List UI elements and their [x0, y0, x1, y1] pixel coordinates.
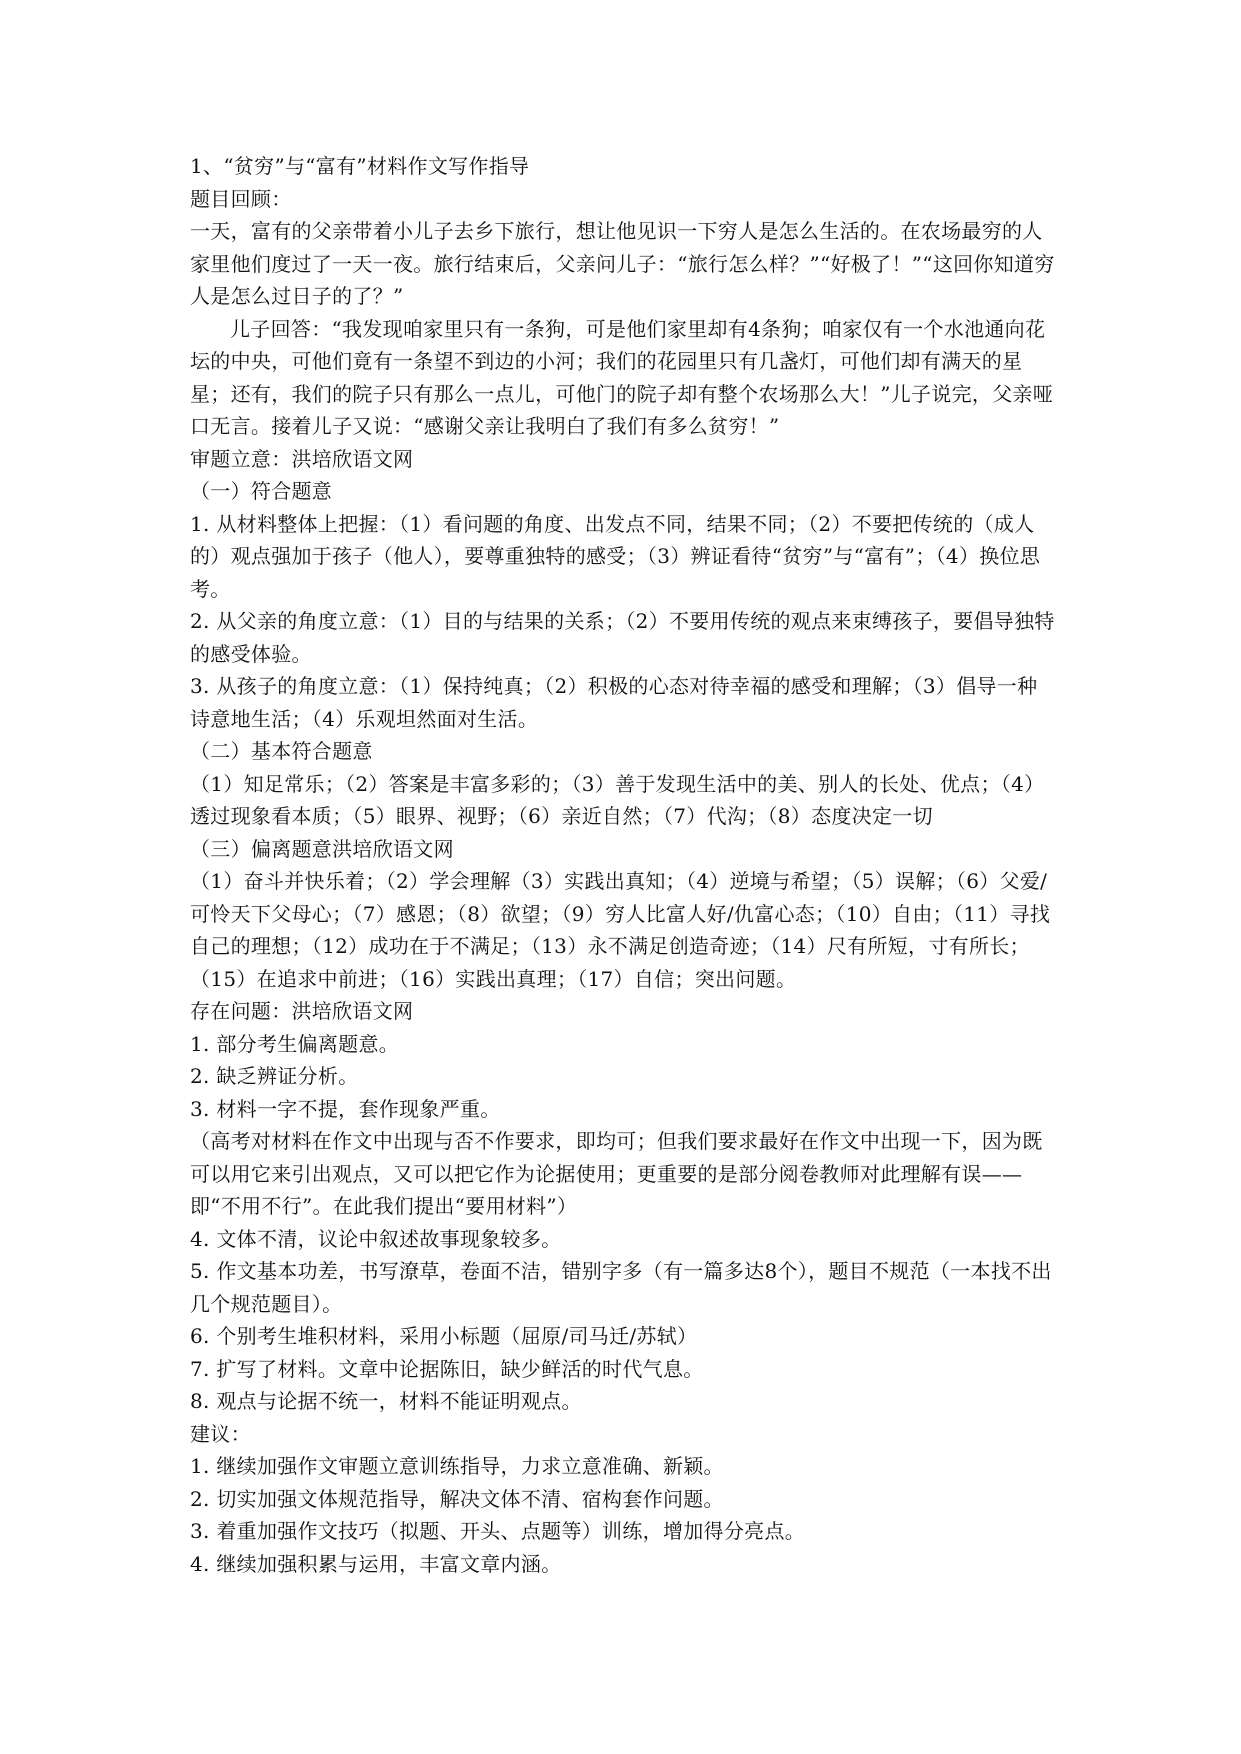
- review-heading: 题目回顾：: [190, 186, 292, 211]
- section1-item: 1. 从材料整体上把握：（1）看问题的角度、出发点不同，结果不同；（2）不要把传统的（成人的）观点强加于孩子（他人），要尊重独特的感受；（3）辨证看待“贫穷”与“富有”；（4）换位思考。: [190, 511, 1041, 601]
- section1-item: 3. 从孩子的角度立意：（1）保持纯真；（2）积极的心态对待幸福的感受和理解；（3）倡导一种诗意地生活；（4）乐观坦然面对生活。: [190, 674, 1038, 731]
- suggest-item: 3. 着重加强作文技巧（拟题、开头、点题等）训练，增加得分亮点。: [190, 1519, 806, 1543]
- suggest-item: 4. 继续加强积累与运用，丰富文章内涵。: [190, 1551, 562, 1576]
- analysis-heading: 审题立意：洪培欣语文网: [190, 446, 414, 471]
- document-body: [190, 150, 1056, 1580]
- problem-item: 1. 部分考生偏离题意。: [190, 1031, 400, 1056]
- problem-item: 3. 材料一字不提，套作现象严重。: [190, 1096, 501, 1121]
- section2-heading: （二）基本符合题意: [190, 739, 373, 763]
- problem-item: 7. 扩写了材料。文章中论据陈旧，缺少鲜活的时代气息。: [190, 1356, 704, 1381]
- section1-heading: （一）符合题意: [190, 479, 333, 503]
- problem-item: 2. 缺乏辨证分析。: [190, 1064, 359, 1088]
- problem-item: 8. 观点与论据不统一，材料不能证明观点。: [190, 1389, 582, 1413]
- suggest-item: 1. 继续加强作文审题立意训练指导，力求立意准确、新颖。: [190, 1454, 724, 1478]
- problem-item: 6. 个别考生堆积材料，采用小标题（屈原/司马迁/苏轼）: [190, 1324, 698, 1348]
- story-paragraph-2: 儿子回答：“我发现咱家里只有一条狗，可是他们家里却有4条狗；咱家仅有一个水池通向花坛的中央，可他们竟有一条望不到边的小河；我们的花园里只有几盏灯，可他们却有满天的星星；还有，我们的院子只有那么一点儿，可他门的院子却有整个农场那么大！”儿子说完，父亲哑口无言。接着儿子又说：“感谢父亲让我明白了我们有多么贫穷！”: [190, 316, 1054, 438]
- problem-note: （高考对材料在作文中出现与否不作要求，即均可；但我们要求最好在作文中出现一下，因为既可以用它来引出观点，又可以把它作为论据使用；更重要的是部分阅卷教师对此理解有误——即“不用不行”。在此我们提出“要用材料”）: [190, 1129, 1043, 1218]
- section3-text: （1）奋斗并快乐着；（2）学会理解（3）实践出真知；（4）逆境与希望；（5）误解；（6）父爱/可怜天下父母心；（7）感恩；（8）欲望；（9）穷人比富人好/仇富心态；（10）自由；（11）寻找自己的理想；（12）成功在于不满足；（13）永不满足创造奇迹；（14）尺有所短，寸有所长；（15）在追求中前进；（16）实践出真理；（17）自信；突出问题。: [190, 869, 1051, 991]
- section1-item: 2. 从父亲的角度立意：（1）目的与结果的关系；（2）不要用传统的观点来束缚孩子，要倡导独特的感受体验。: [190, 609, 1055, 666]
- suggest-heading: 建议：: [190, 1421, 251, 1446]
- problem-item: 4. 文体不清，议论中叙述故事现象较多。: [190, 1226, 562, 1251]
- document-title: 1、“贫穷”与“富有”材料作文写作指导: [190, 154, 530, 178]
- section2-text: （1）知足常乐；（2）答案是丰富多彩的；（3）善于发现生活中的美、别人的长处、优点；（4）透过现象看本质；（5）眼界、视野；（6）亲近自然；（7）代沟；（8）态度决定一切: [190, 771, 1045, 828]
- suggest-item: 2. 切实加强文体规范指导，解决文体不清、宿构套作问题。: [190, 1486, 724, 1511]
- section3-heading: （三）偏离题意洪培欣语文网: [190, 836, 454, 861]
- story-paragraph-1: 一天，富有的父亲带着小儿子去乡下旅行，想让他见识一下穷人是怎么生活的。在农场最穷的人家里他们度过了一天一夜。旅行结束后，父亲问儿子：“旅行怎么样？”“好极了！”“这回你知道穷人是怎么过日子的了？”: [190, 219, 1055, 308]
- problems-heading: 存在问题：洪培欣语文网: [190, 999, 414, 1023]
- problem-item: 5. 作文基本功差，书写潦草，卷面不洁，错别字多（有一篇多达8个），题目不规范（一本找不出几个规范题目）。: [190, 1259, 1052, 1316]
